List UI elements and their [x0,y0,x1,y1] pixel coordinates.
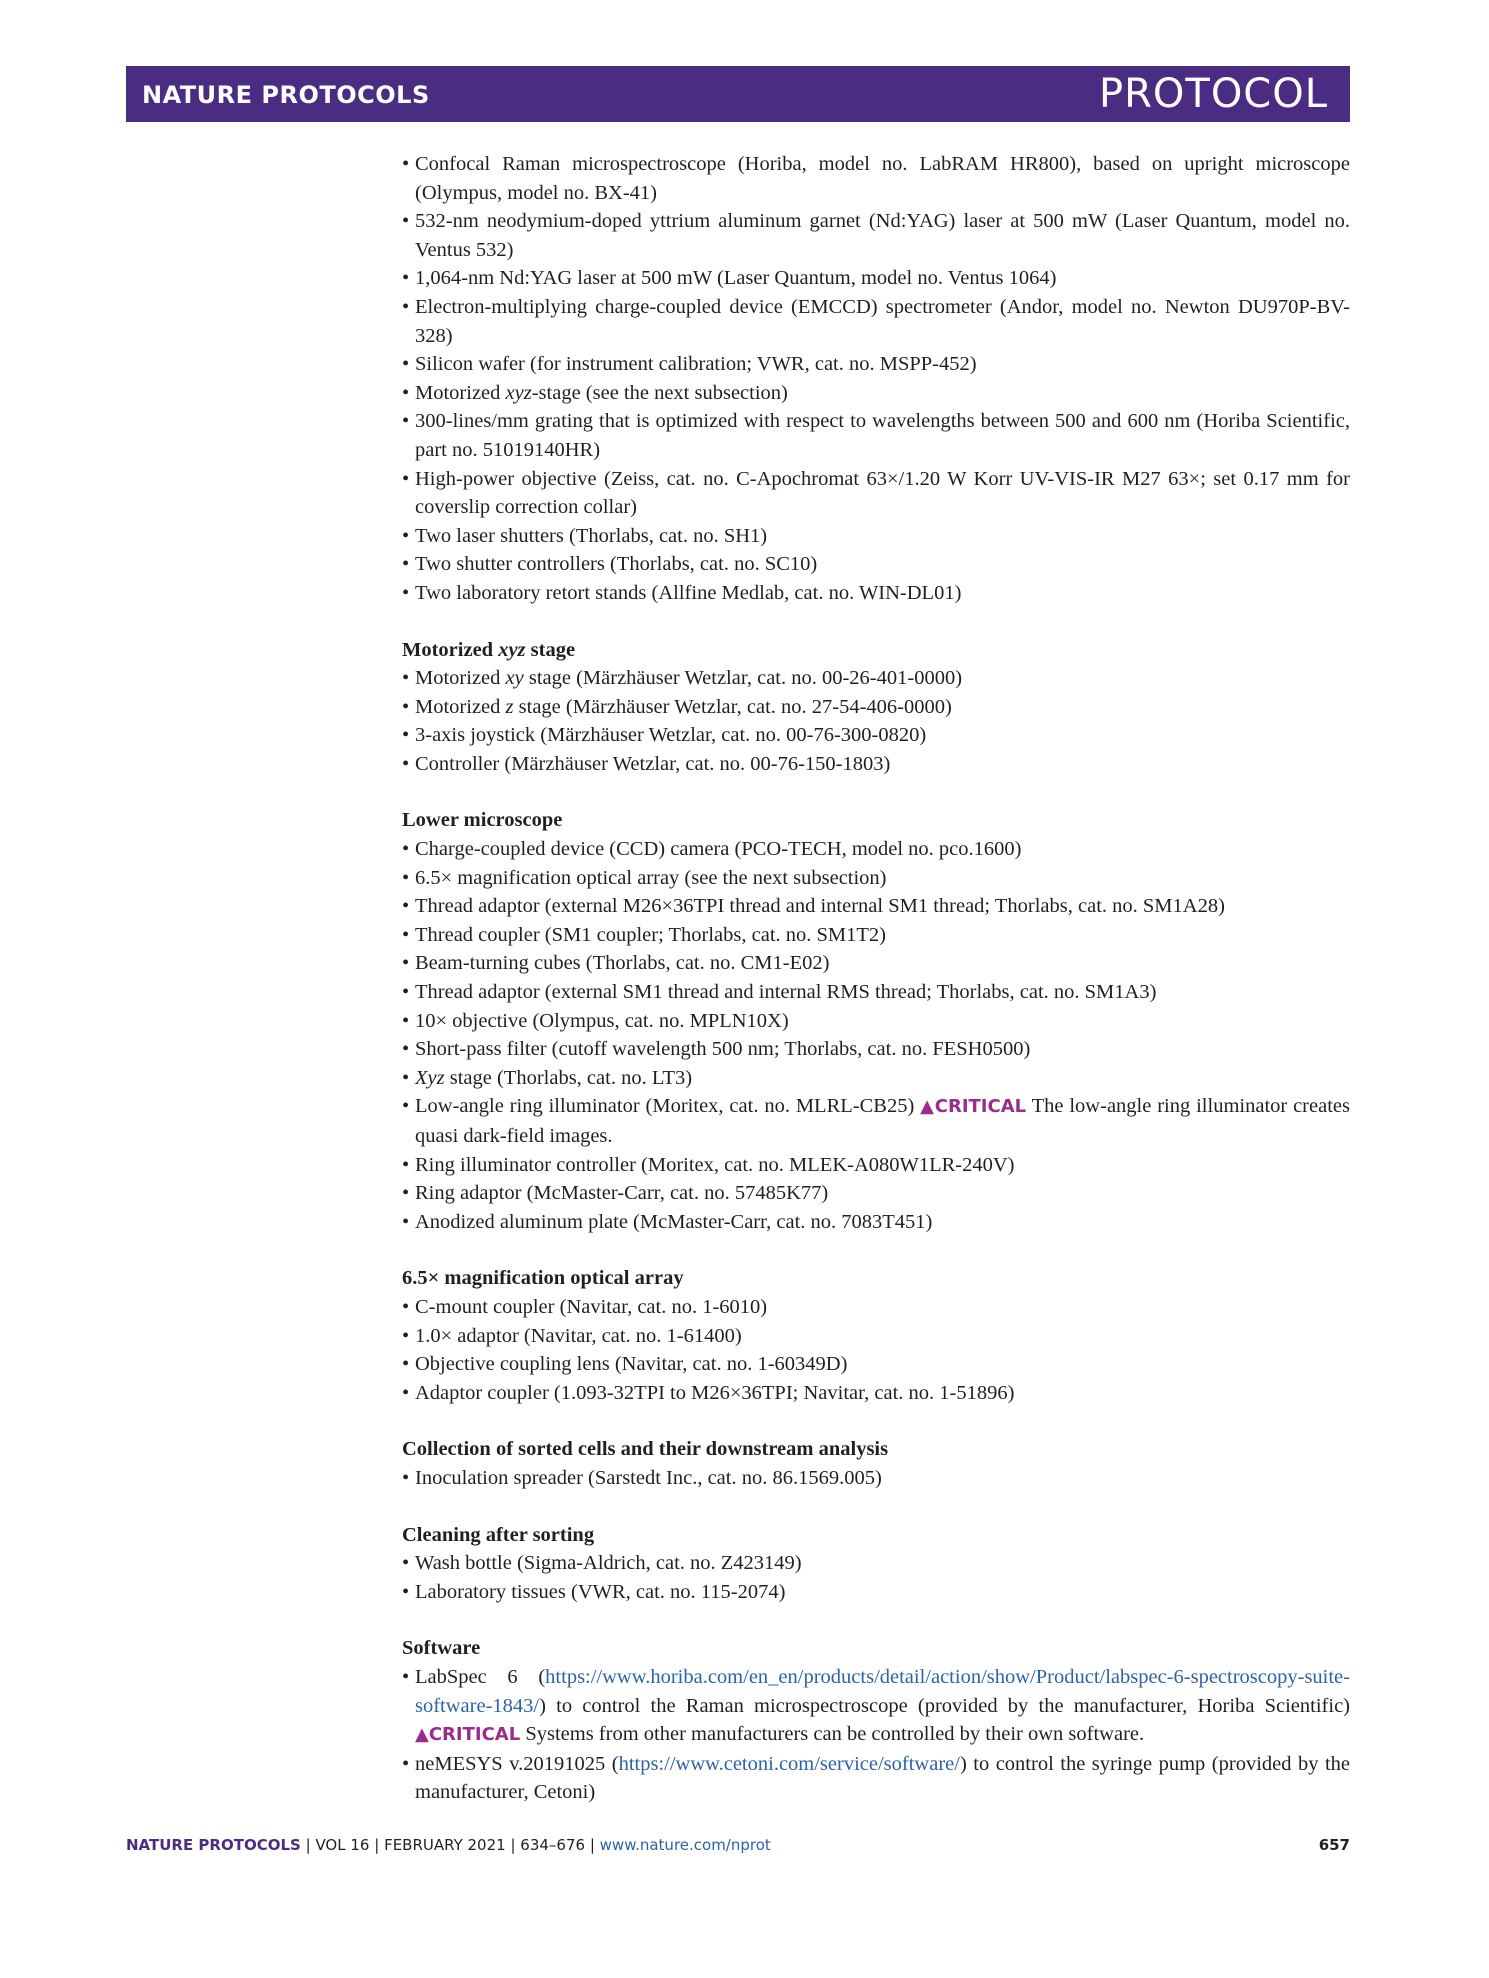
list-item: • Electron-multiplying charge-coupled device (EMCCD) spectrometer (Andor, model no. Newton DU970P-BV-328) [402,293,1350,350]
list-item: • Beam-turning cubes (Thorlabs, cat. no. CM1-E02) [402,949,1350,978]
list-item: • 3-axis joystick (Märzhäuser Wetzlar, cat. no. 00-76-300-0820) [402,721,1350,750]
list-item: • Short-pass filter (cutoff wavelength 500 nm; Thorlabs, cat. no. FESH0500) [402,1035,1350,1064]
list-item: • Thread adaptor (external SM1 thread and internal RMS thread; Thorlabs, cat. no. SM1A3) [402,978,1350,1007]
footer-volume: VOL 16 [315,1836,370,1854]
list-item: • Two laboratory retort stands (Allfine Medlab, cat. no. WIN-DL01) [402,579,1350,608]
footer-pages: 634–676 [520,1836,586,1854]
list-item: • High-power objective (Zeiss, cat. no. C-Apochromat 63×/1.20 W Korr UV-VIS-IR M27 63×; set 0.17 mm for coverslip correction collar) [402,465,1350,522]
article-type: PROTOCOL [1098,71,1328,117]
critical-label: ▲CRITICAL [920,1096,1027,1118]
list-item: • Charge-coupled device (CCD) camera (PCO-TECH, model no. pco.1600) [402,835,1350,864]
list-item: • Inoculation spreader (Sarstedt Inc., cat. no. 86.1569.005) [402,1464,1350,1493]
list-item: • Anodized aluminum plate (McMaster-Carr, cat. no. 7083T451) [402,1208,1350,1237]
list-item: • Silicon wafer (for instrument calibration; VWR, cat. no. MSPP-452) [402,350,1350,379]
list-item: • Objective coupling lens (Navitar, cat. no. 1-60349D) [402,1350,1350,1379]
list-item: • Motorized z stage (Märzhäuser Wetzlar, cat. no. 27-54-406-0000) [402,693,1350,722]
list-item: • Ring adaptor (McMaster-Carr, cat. no. 57485K77) [402,1179,1350,1208]
list-item: • Two shutter controllers (Thorlabs, cat. no. SC10) [402,550,1350,579]
list-item: • C-mount coupler (Navitar, cat. no. 1-6010) [402,1293,1350,1322]
footer: NATURE PROTOCOLS | VOL 16 | FEBRUARY 2021 | 634–676 | www.nature.com/nprot 657 [126,1836,1350,1854]
list-item: • Controller (Märzhäuser Wetzlar, cat. no. 00-76-150-1803) [402,750,1350,779]
list-item: • Motorized xy stage (Märzhäuser Wetzlar, cat. no. 00-26-401-0000) [402,664,1350,693]
list-item: • 1,064-nm Nd:YAG laser at 500 mW (Laser Quantum, model no. Ventus 1064) [402,264,1350,293]
list-item: • 300-lines/mm grating that is optimized with respect to wavelengths between 500 and 600 nm (Horiba Scientific, part no. 51019140HR) [402,407,1350,464]
section-heading-stage: Motorized xyz stage [402,638,576,661]
critical-label: ▲CRITICAL [415,1724,521,1746]
section-heading-software: Software [402,1637,481,1660]
section-heading-cleaning: Cleaning after sorting [402,1523,595,1546]
list-item: • 1.0× adaptor (Navitar, cat. no. 1-61400) [402,1322,1350,1351]
list-item: • Thread coupler (SM1 coupler; Thorlabs, cat. no. SM1T2) [402,921,1350,950]
equipment-list [402,150,1350,1807]
list-item: • Xyz stage (Thorlabs, cat. no. LT3) [402,1064,1350,1093]
list-item: • Laboratory tissues (VWR, cat. no. 115-2074) [402,1578,1350,1607]
list-item: • Confocal Raman microspectroscope (Horiba, model no. LabRAM HR800), based on upright microscope (Olympus, model no. BX-41) [402,150,1350,207]
list-item: • Motorized xyz-stage (see the next subsection) [402,379,1350,408]
section-heading-collection: Collection of sorted cells and their downstream analysis [402,1438,889,1461]
list-item: • 10× objective (Olympus, cat. no. MPLN10X) [402,1007,1350,1036]
section-heading-optical: 6.5× magnification optical array [402,1267,684,1290]
list-item: • 532-nm neodymium-doped yttrium aluminum garnet (Nd:YAG) laser at 500 mW (Laser Quantum, model no. Ventus 532) [402,207,1350,264]
list-item: • Thread adaptor (external M26×36TPI thread and internal SM1 thread; Thorlabs, cat. no. SM1A28) [402,892,1350,921]
journal-name: NATURE PROTOCOLS [142,81,430,109]
footer-url[interactable]: www.nature.com/nprot [599,1836,771,1854]
list-item: • Low-angle ring illuminator (Moritex, cat. no. MLRL-CB25) ▲CRITICAL The low-angle ring illuminator creates quasi dark-field images. [402,1092,1350,1150]
list-item: • Adaptor coupler (1.093-32TPI to M26×36TPI; Navitar, cat. no. 1-51896) [402,1379,1350,1408]
header-bar [126,66,1350,122]
section-heading-lower: Lower microscope [402,809,563,832]
list-item: • Ring illuminator controller (Moritex, cat. no. MLEK-A080W1LR-240V) [402,1151,1350,1180]
list-item: • neMESYS v.20191025 (https://www.cetoni.com/service/software/) to control the syringe pump (provided by the manufacturer, Cetoni) [402,1750,1350,1807]
footer-date: FEBRUARY 2021 [384,1836,506,1854]
list-item: • Two laser shutters (Thorlabs, cat. no. SH1) [402,522,1350,551]
cetoni-link[interactable]: https://www.cetoni.com/service/software/ [618,1752,960,1775]
list-item: • Wash bottle (Sigma-Aldrich, cat. no. Z423149) [402,1549,1350,1578]
footer-journal: NATURE PROTOCOLS [126,1836,301,1854]
labspec-link[interactable]: https://www.horiba.com/en_en/products/detail/action/show/Product/labspec-6-spectroscopy-suite-software-1843/ [415,1665,1350,1717]
list-item: • 6.5× magnification optical array (see the next subsection) [402,864,1350,893]
list-item: • LabSpec 6 (https://www.horiba.com/en_en/products/detail/action/show/Product/labspec-6-spectroscopy-suite-software-1843/) to control the Raman microspectroscope (provided by the manufacturer, Horiba Scientific) ▲CRITICAL Systems from other manufacturers can be controlled by their own software. [402,1663,1350,1750]
page-number: 657 [1318,1836,1350,1854]
